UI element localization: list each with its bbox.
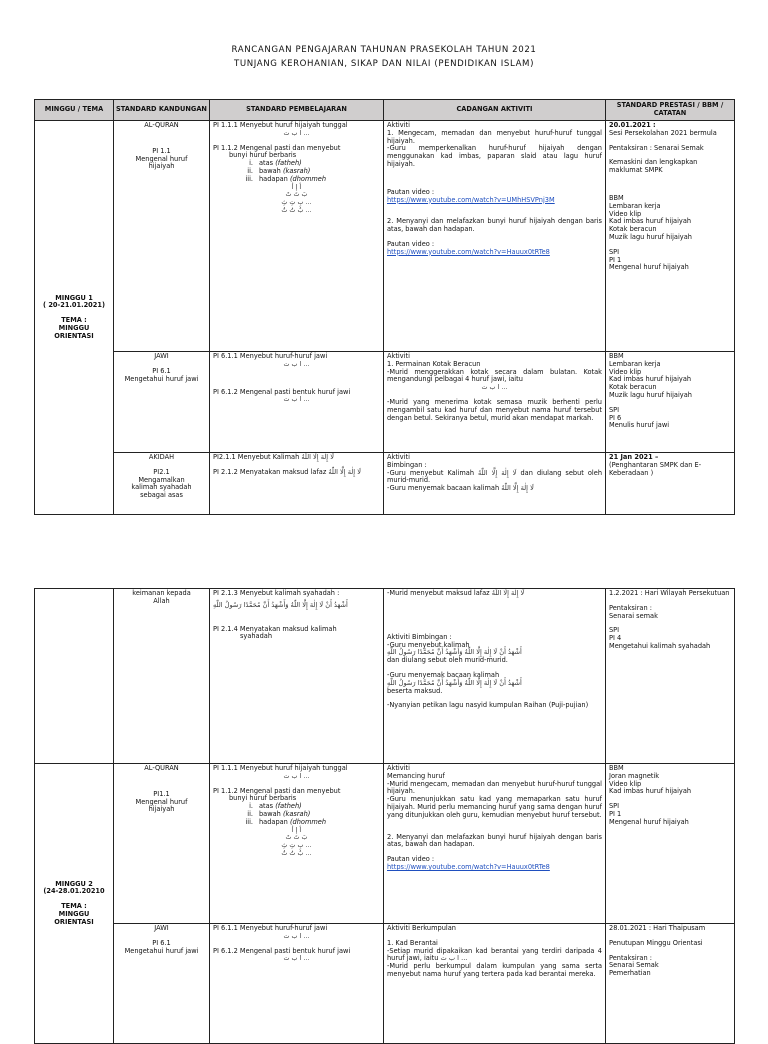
table-header-row bbox=[35, 100, 735, 121]
arabic-letters: بُ تُ ثُ ... bbox=[281, 848, 312, 857]
arabic-letters: ا ب ت ... bbox=[481, 383, 508, 392]
date-note: 1.2.2021 : Hari Wilayah Persekutuan bbox=[609, 589, 730, 597]
theme-value: MINGGU bbox=[58, 323, 90, 332]
activity-heading: Aktiviti Bimbingan : bbox=[387, 632, 452, 641]
cadangan-aktiviti-cell bbox=[384, 764, 606, 924]
standard-pembelajaran-cell bbox=[210, 924, 384, 1044]
sp-item: PI 6.1.1 Menyebut huruf-huruf jawi bbox=[213, 352, 328, 360]
sk-desc: Mengetahui huruf jawi bbox=[124, 374, 199, 383]
note-text: PI 1 bbox=[609, 809, 622, 818]
note-text: Muzik lagu huruf hijaiyah bbox=[609, 390, 692, 399]
sk-title: AKIDAH bbox=[148, 453, 175, 461]
document-subtitle: TUNJANG KEROHANIAN, SIKAP DAN NILAI (PENDIDIKAN ISLAM) bbox=[233, 59, 535, 69]
sk-desc: Mengetahui huruf jawi bbox=[124, 946, 199, 955]
arabic-letters: ا ب ت ... bbox=[283, 954, 310, 963]
activity-text: -Murid menyebut maksud lafaz لَا إِلٰهَ إِلَّا اللّٰهُ bbox=[387, 589, 525, 597]
table-row bbox=[35, 453, 735, 515]
activity-text: -Nyanyian petikan lagu nasyid kumpulan Raihan (Puji-pujian) bbox=[387, 701, 589, 710]
note-text: Pemerhatian bbox=[609, 969, 651, 978]
arabic-letters: بِ تِ ثِ ... bbox=[281, 841, 312, 850]
sp-item-cont: bunyi huruf berbaris bbox=[229, 151, 297, 160]
table-row bbox=[35, 764, 735, 924]
arabic-letters: بَ تَ ثَ bbox=[285, 833, 308, 842]
activity-text: -Guru menyebut kalimah bbox=[387, 640, 470, 649]
week-dates: ( 20-21.01.2021) bbox=[43, 301, 105, 310]
arabic-text: أَشْهَدُ أَنْ لَا إِلٰهَ إِلَّا اللّٰهُ وَأَشْهَدُ أَنَّ مُحَمَّدًا رَسُولُ اللّٰهِ bbox=[387, 678, 522, 687]
sp-item-cont: syahadah bbox=[240, 632, 273, 641]
standard-kandungan-cell bbox=[114, 764, 210, 924]
sp-item: PI2.1.1 Menyebut Kalimah لَا إِلٰهَ إِلَّا اللّٰهُ bbox=[213, 453, 334, 461]
note-text: Lembaran kerja bbox=[609, 201, 661, 210]
document-title: RANCANGAN PENGAJARAN TAHUNAN PRASEKOLAH TAHUN 2021 bbox=[231, 45, 537, 55]
activity-text: -Murid mengecam, memadan dan menyebut huruf-huruf tunggal hijaiyah. bbox=[387, 779, 602, 796]
note-text: Kemaskini dan lengkapkan maklumat SMPK bbox=[609, 158, 698, 175]
arabic-letters: ا ب ت ... bbox=[283, 128, 310, 137]
video-label: Pautan video : bbox=[387, 239, 435, 248]
theme-value: ORIENTASI bbox=[54, 331, 94, 340]
sk-desc: Allah bbox=[153, 596, 170, 605]
note-text: Mengenal huruf hijaiyah bbox=[609, 817, 689, 826]
video-link[interactable]: https://www.youtube.com/watch?v=UMhHSVPnj3M bbox=[387, 195, 555, 204]
sk-desc: Mengenal huruf bbox=[135, 797, 188, 806]
sp-item: PI 2.1.4 Menyatakan maksud kalimah bbox=[213, 624, 337, 633]
sp-item: PI 1.1.1 Menyebut huruf hijaiyah tunggal bbox=[213, 121, 348, 129]
video-label: Pautan video : bbox=[387, 187, 435, 196]
sp-subitem: i. atas (fatheh) bbox=[249, 802, 302, 811]
plan-table-page-1 bbox=[34, 99, 735, 515]
note-text: Muzik lagu huruf hijaiyah bbox=[609, 232, 692, 241]
theme-label: TEMA : bbox=[61, 316, 87, 325]
note-text: SPI bbox=[609, 626, 620, 635]
sp-item: PI 2.1.2 Menyatakan maksud lafaz لَا إِلٰهَ إِلَّا اللّٰهُ bbox=[213, 467, 361, 476]
note-text: Lembaran kerja bbox=[609, 359, 661, 368]
sk-code: PI1.1 bbox=[153, 789, 170, 798]
standard-kandungan-cell bbox=[114, 453, 210, 515]
sk-desc: hijaiyah bbox=[148, 805, 175, 814]
table-row bbox=[35, 924, 735, 1044]
activity-text: -Guru menyemak bacaan kalimah لَا إِلٰهَ إِلَّا اللّٰهُ bbox=[387, 484, 534, 493]
activity-text: -Guru menyemak bacaan kalimah bbox=[387, 670, 500, 679]
standard-prestasi-cell bbox=[606, 121, 735, 352]
note-text: Senarai Semak bbox=[609, 961, 659, 970]
note-text: PI 1 bbox=[609, 255, 622, 264]
note-text: Menulis huruf jawi bbox=[609, 421, 670, 430]
note-text: (Penghantaran SMPK dan E-Keberadaan ) bbox=[609, 460, 702, 477]
header-standard-pembelajaran: STANDARD PEMBELAJARAN bbox=[210, 100, 384, 121]
note-text: SPI bbox=[609, 405, 620, 414]
week-dates: (24-28.01.20210 bbox=[43, 887, 105, 896]
standard-pembelajaran-cell bbox=[210, 453, 384, 515]
activity-text: 1. Mengecam, memadan dan menyebut huruf-huruf tunggal hijaiyah. bbox=[387, 128, 602, 145]
standard-pembelajaran-cell bbox=[210, 764, 384, 924]
activity-text: -Guru menunjukkan satu kad yang memaparkan satu huruf hijaiyah. Murid perlu memancing huruf yang sama dengan huruf yang ditunjukkan oleh guru, kemudian menyebut huruf tersebut. bbox=[387, 795, 602, 819]
note-text: BBM bbox=[609, 352, 624, 360]
note-text: Sesi Persekolahan 2021 bermula bbox=[609, 128, 717, 137]
activity-text: -Murid menggerakkan kotak secara dalam bulatan. Kotak mengandungi pelbagai 4 huruf jawi, iaitu bbox=[387, 367, 602, 384]
arabic-letters: ا ب ت ... bbox=[283, 771, 310, 780]
note-text: BBM bbox=[609, 764, 624, 772]
arabic-letters: ا ب ت ... bbox=[283, 931, 310, 940]
activity-text: beserta maksud. bbox=[387, 686, 443, 695]
standard-pembelajaran-cell bbox=[210, 352, 384, 453]
sp-item: PI 1.1.2 Mengenal pasti dan menyebut bbox=[213, 143, 341, 152]
arabic-text: أَشْهَدُ أَنْ لَا إِلٰهَ إِلَّا اللّٰهُ وَأَشْهَدُ أَنَّ مُحَمَّدًا رَسُولُ اللّٰهِ bbox=[387, 648, 522, 657]
standard-prestasi-cell bbox=[606, 924, 735, 1044]
arabic-letters: أ إ أ bbox=[291, 182, 302, 191]
standard-prestasi-cell bbox=[606, 352, 735, 453]
note-text: Penutupan Minggu Orientasi bbox=[609, 938, 703, 947]
note-text: Kad imbas huruf hijaiyah bbox=[609, 787, 692, 796]
arabic-letters: بُ تُ ثُ ... bbox=[281, 205, 312, 214]
sp-item-cont: bunyi huruf berbaris bbox=[229, 794, 297, 803]
activity-heading: Aktiviti bbox=[387, 764, 410, 772]
activity-text: dan diulang sebut oleh murid-murid. bbox=[387, 656, 508, 665]
sk-desc: Mengamalkan bbox=[138, 475, 185, 484]
activity-text: -Murid perlu berkumpul dalam kumpulan yang sama serta menyebut nama huruf yang tertera pada kad berantai mereka. bbox=[387, 962, 602, 978]
standard-kandungan-cell bbox=[114, 352, 210, 453]
sk-title: JAWI bbox=[154, 352, 169, 360]
sk-title: JAWI bbox=[154, 924, 169, 932]
note-text: Kotak beracun bbox=[609, 383, 657, 392]
table-row bbox=[35, 352, 735, 453]
note-text: Kotak beracun bbox=[609, 225, 657, 234]
sk-desc: hijaiyah bbox=[148, 162, 175, 171]
sp-subitem: iii. hadapan (dhommeh bbox=[245, 817, 327, 826]
sp-item: PI 6.1.2 Mengenal pasti bentuk huruf jawi bbox=[213, 946, 351, 955]
arabic-letters: بِ تِ ثِ ... bbox=[281, 198, 312, 207]
standard-prestasi-cell bbox=[606, 764, 735, 924]
activity-text: 2. Menyanyi dan melafazkan bunyi huruf hijaiyah dengan baris atas, bawah dan hadapan. bbox=[387, 217, 602, 234]
week-cell bbox=[35, 764, 114, 1044]
standard-pembelajaran-cell bbox=[210, 589, 384, 764]
sp-subitem: ii. bawah (kasrah) bbox=[247, 809, 311, 818]
note-text: Joran magnetik bbox=[609, 771, 660, 780]
sp-subitem: ii. bawah (kasrah) bbox=[247, 166, 311, 175]
cadangan-aktiviti-cell bbox=[384, 352, 606, 453]
theme-label: TEMA : bbox=[61, 902, 87, 911]
standard-prestasi-cell bbox=[606, 453, 735, 515]
activity-text: 2. Menyanyi dan melafazkan bunyi huruf hijaiyah dengan baris atas, bawah dan hadapan. bbox=[387, 832, 602, 849]
note-text: Kad imbas huruf hijaiyah bbox=[609, 375, 692, 384]
sp-item: PI 2.1.3 Menyebut kalimah syahadah : bbox=[213, 589, 340, 597]
header-standard-kandungan: STANDARD KANDUNGAN bbox=[114, 100, 210, 121]
header-standard-prestasi: STANDARD PRESTASI / BBM / CATATAN bbox=[606, 100, 735, 121]
sk-code: PI 6.1 bbox=[152, 366, 171, 375]
sk-code: PI 6.1 bbox=[152, 938, 171, 947]
note-text: Senarai semak bbox=[609, 611, 658, 620]
arabic-letters: بَ تَ ثَ bbox=[285, 190, 308, 199]
sk-desc: keimanan kepada bbox=[132, 589, 191, 597]
note-text: Video klip bbox=[609, 209, 642, 218]
activity-heading: Aktiviti Berkumpulan bbox=[387, 924, 456, 932]
sp-item: PI 6.1.1 Menyebut huruf-huruf jawi bbox=[213, 924, 328, 932]
theme-value: MINGGU bbox=[58, 909, 90, 918]
cadangan-aktiviti-cell bbox=[384, 121, 606, 352]
arabic-text: أَشْهَدُ أَنْ لَا إِلٰهَ إِلَّا اللّٰهُ وَأَشْهَدُ أَنَّ مُحَمَّدًا رَسُولُ اللّٰهِ bbox=[213, 600, 348, 609]
sk-desc: kalimah syahadah bbox=[131, 483, 192, 492]
document-page-2 bbox=[0, 580, 768, 1024]
week-cell-continued bbox=[35, 589, 114, 764]
sk-code: PI 1.1 bbox=[152, 146, 171, 155]
theme-value: ORIENTASI bbox=[54, 917, 94, 926]
note-text: SPI bbox=[609, 247, 620, 256]
sk-title: AL-QURAN bbox=[144, 121, 179, 129]
activity-text: 1. Permainan Kotak Beracun bbox=[387, 359, 481, 368]
table-row bbox=[35, 121, 735, 352]
note-text: BBM bbox=[609, 193, 624, 202]
note-text: SPI bbox=[609, 802, 620, 811]
video-label: Pautan video : bbox=[387, 855, 435, 864]
date-note: 21 Jan 2021 – bbox=[609, 453, 659, 461]
header-minggu: MINGGU / TEMA bbox=[35, 100, 114, 121]
cadangan-aktiviti-cell bbox=[384, 589, 606, 764]
sk-desc: Mengenal huruf bbox=[135, 154, 188, 163]
arabic-letters: ا ب ت ... bbox=[283, 359, 310, 368]
date-note: 28.01.2021 : Hari Thaipusam bbox=[609, 924, 706, 932]
standard-pembelajaran-cell bbox=[210, 121, 384, 352]
note-text: Video klip bbox=[609, 779, 642, 788]
note-text: Mengetahui kalimah syahadah bbox=[609, 641, 711, 650]
note-text: Kad imbas huruf hijaiyah bbox=[609, 217, 692, 226]
note-text: Pentaksiran : Senarai Semak bbox=[609, 143, 704, 152]
sk-code: PI2.1 bbox=[153, 467, 170, 476]
note-text: PI 6 bbox=[609, 413, 622, 422]
standard-kandungan-cell bbox=[114, 924, 210, 1044]
note-text: Pentaksiran : bbox=[609, 603, 652, 612]
activity-text: -Guru memperkenalkan huruf-huruf hijaiyah dengan menggunakan kad imbas, paparan slaid atau lagu huruf hijaiyah. bbox=[387, 144, 602, 168]
note-text: Mengenal huruf hijaiyah bbox=[609, 263, 689, 272]
activity-heading: Aktiviti bbox=[387, 121, 410, 129]
plan-table-page-2 bbox=[34, 588, 735, 1044]
sp-subitem: i. atas (fatheh) bbox=[249, 159, 302, 168]
arabic-letters: ا ب ت ... bbox=[283, 395, 310, 404]
activity-text: 1. Kad Berantai bbox=[387, 938, 438, 947]
week-label: MINGGU 1 bbox=[55, 293, 93, 302]
week-cell bbox=[35, 121, 114, 515]
cadangan-aktiviti-cell bbox=[384, 453, 606, 515]
sp-item: PI 6.1.2 Mengenal pasti bentuk huruf jawi bbox=[213, 387, 351, 396]
activity-text: -Guru menyebut Kalimah لَا إِلٰهَ إِلَّا اللّٰهُ dan diulang sebut oleh murid-murid. bbox=[387, 468, 602, 485]
activity-text: Memancing huruf bbox=[387, 771, 445, 780]
note-text: Pentaksiran : bbox=[609, 953, 652, 962]
activity-heading: Aktiviti bbox=[387, 352, 410, 360]
arabic-letters: أ إ أ bbox=[291, 825, 302, 834]
activity-text: -Setiap murid dipakaikan kad berantai yang terdiri daripada 4 huruf jawi, iaitu ا ب ت ... bbox=[387, 946, 602, 963]
sk-desc: sebagai asas bbox=[140, 491, 183, 500]
sk-title: AL-QURAN bbox=[144, 764, 179, 772]
sp-item: PI 1.1.1 Menyebut huruf hijaiyah tunggal bbox=[213, 764, 348, 772]
activity-text: -Murid yang menerima kotak semasa muzik berhenti perlu mengambil satu kad huruf dan menyebut nama huruf tersebut dengan betul. Sekiranya betul, murid akan mendapat markah. bbox=[387, 397, 602, 422]
sp-subitem: iii. hadapan (dhommeh bbox=[245, 174, 327, 183]
standard-kandungan-cell bbox=[114, 121, 210, 352]
note-text: Video klip bbox=[609, 367, 642, 376]
activity-heading: Aktiviti bbox=[387, 453, 410, 461]
note-text: PI 4 bbox=[609, 634, 622, 643]
week-label: MINGGU 2 bbox=[55, 879, 93, 888]
cadangan-aktiviti-cell bbox=[384, 924, 606, 1044]
sp-item: PI 1.1.2 Mengenal pasti dan menyebut bbox=[213, 786, 341, 795]
video-link[interactable]: https://www.youtube.com/watch?v=Hauux0tRTe8 bbox=[387, 862, 550, 871]
standard-kandungan-cell bbox=[114, 589, 210, 764]
standard-prestasi-cell bbox=[606, 589, 735, 764]
header-cadangan-aktiviti: CADANGAN AKTIVITI bbox=[384, 100, 606, 121]
activity-text: Bimbingan : bbox=[387, 460, 427, 469]
date-note: 20.01.2021 : bbox=[609, 121, 656, 129]
video-link[interactable]: https://www.youtube.com/watch?v=Hauux0tRTe8 bbox=[387, 247, 550, 256]
table-row bbox=[35, 589, 735, 764]
